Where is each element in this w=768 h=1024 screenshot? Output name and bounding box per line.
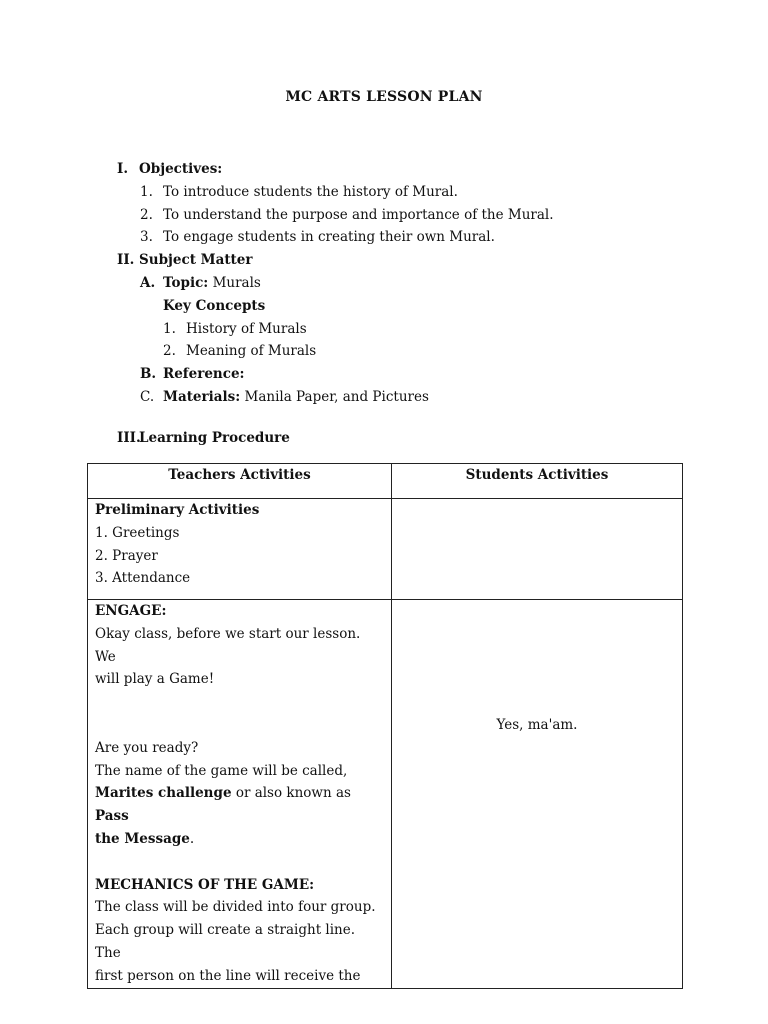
section-heading: Objectives: [139,161,223,177]
header-label: Students Activities [465,467,609,483]
materials-value: Manila Paper, and Pictures [240,388,429,405]
blank-line [399,646,675,669]
subject-matter-heading [117,249,717,272]
objective-item [117,204,717,227]
engage-text: will play a Game! [95,671,215,688]
engage-text [95,828,384,851]
engage-text-part: . [189,830,195,847]
game-alias: Pass [95,808,129,825]
topic-line [117,272,717,295]
document-title: MC ARTS LESSON PLAN [285,89,483,105]
ready-question: Are you ready? [95,739,199,756]
item-text: Meaning of Murals [186,343,317,360]
engage-heading: ENGAGE: [95,603,167,619]
engage-text: Okay class, before we start our lesson. We [95,625,361,665]
lesson-outline [117,158,717,409]
item-letter: C. [140,388,155,405]
blank-line [399,623,675,646]
mechanics-heading: MECHANICS OF THE GAME: [95,876,315,893]
engage-text [95,782,384,828]
game-name: Marites challenge [95,785,232,802]
engage-text-part: or also known as [231,785,351,802]
students-engage-cell [392,600,683,989]
objective-item [117,226,717,249]
table-header-row [88,464,683,499]
item-number: 2. [140,206,153,223]
game-alias-cont: the Message [95,830,190,847]
header-label: Teachers Activities [168,467,311,483]
preliminary-item: 3. Attendance [95,570,191,587]
mechanics-text: first person on the line will receive the [95,967,361,984]
learning-procedure-heading [117,427,290,449]
preliminary-activities-cell [88,499,392,600]
teachers-activities-header [88,464,392,499]
section-heading: Learning Procedure [139,430,290,446]
table-row [88,499,683,600]
item-number: 1. [163,320,176,337]
engage-text: The name of the game will be called, [95,762,348,779]
objective-item [117,181,717,204]
mechanics-text: The class will be divided into four group. [95,899,376,916]
blank-line [399,600,675,623]
preliminary-item: 2. Prayer [95,547,158,564]
student-reply: Yes, ma'am. [496,716,578,733]
section-numeral: III. [117,430,141,446]
reference-label: Reference: [163,366,245,383]
students-activities-header [392,464,683,499]
section-heading: Subject Matter [139,252,253,269]
materials-label: Materials: [163,388,241,405]
reference-line [117,363,717,386]
topic-value: Murals [208,274,261,291]
item-number: 3. [140,229,153,246]
preliminary-heading: Preliminary Activities [95,502,260,518]
blank-line [95,851,384,874]
students-preliminary-cell [392,499,683,600]
materials-line [117,386,717,409]
item-text: To understand the purpose and importance of the Mural. [163,206,554,223]
item-number: 1. [140,183,153,200]
blank-line [95,714,384,737]
activities-table [87,463,683,989]
section-numeral: II. [117,252,135,269]
item-letter: A. [140,274,156,291]
item-text: To introduce students the history of Mural. [163,183,458,200]
preliminary-item: 1. Greetings [95,524,180,541]
item-number: 2. [163,343,176,360]
item-text: To engage students in creating their own Mural. [163,229,495,246]
topic-label: Topic: [163,274,209,291]
blank-line [95,691,384,714]
blank-line [399,691,675,714]
section-numeral: I. [117,161,129,177]
mechanics-text: Each group will create a straight line. The [95,922,356,961]
blank-line [399,668,675,691]
objectives-heading [117,158,717,181]
key-concepts-heading: Key Concepts [163,297,266,314]
key-concept-item [117,340,717,363]
engage-cell [88,600,392,989]
item-text: History of Murals [186,320,307,337]
table-row [88,600,683,989]
item-letter: B. [140,366,157,383]
key-concept-item [117,318,717,341]
